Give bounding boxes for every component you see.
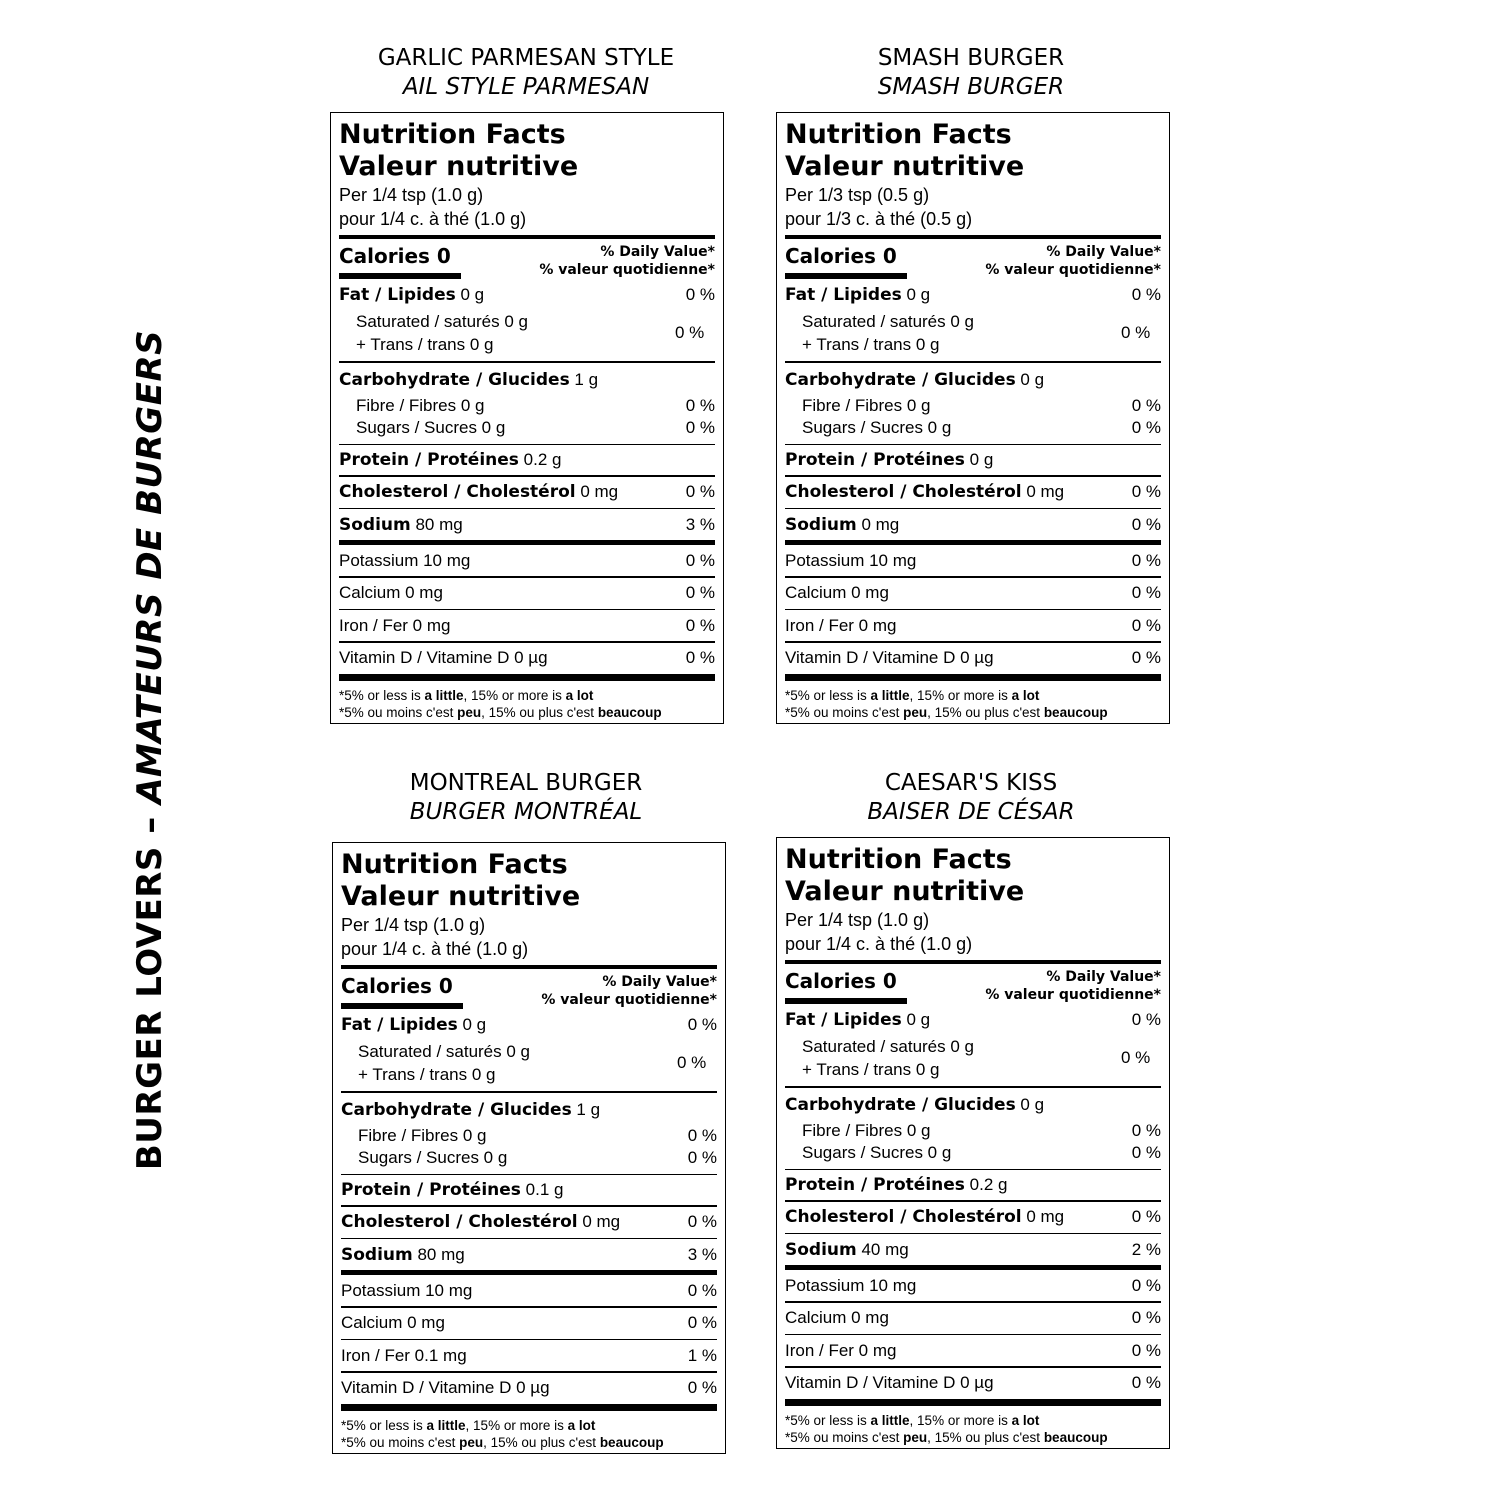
cholesterol-label: Cholesterol / Cholestérol [785, 1207, 1022, 1227]
potassium-label: Potassium 10 mg [785, 550, 917, 570]
potassium-percent: 0 % [1131, 1275, 1161, 1295]
title-en: Nutrition Facts [785, 119, 1012, 150]
divider [339, 674, 715, 681]
potassium-row [339, 545, 715, 576]
footnote-text: *5% or less is [339, 687, 425, 703]
saturated-label: Saturated / saturés 0 g [802, 1037, 974, 1056]
divider [341, 1091, 717, 1093]
fibre-label: Fibre / Fibres 0 g [356, 395, 485, 415]
footnote-text: *5% or less is [785, 1412, 871, 1428]
calories-row [785, 966, 1161, 1003]
footnote-emphasis: a lot [565, 687, 594, 703]
serving-size-fr: pour 1/3 c. à thé (0.5 g) [785, 209, 973, 229]
calories-row [341, 971, 717, 1008]
sodium-percent: 2 % [1131, 1239, 1161, 1259]
product-name-fr: BAISER DE CÉSAR [867, 799, 1075, 825]
footnote-fr [785, 1429, 1161, 1446]
cholesterol-percent: 0 % [1131, 1207, 1161, 1226]
fat-label: Fat / Lipides [339, 285, 456, 305]
footnote-text: , 15% or more is [465, 1417, 568, 1433]
fat-amount: 0 g [457, 1015, 487, 1034]
calcium-label: Calcium 0 mg [785, 583, 889, 602]
sodium-row [339, 509, 715, 540]
saturated-trans-row [339, 309, 715, 357]
sodium-row [785, 509, 1161, 540]
calories-bar [339, 273, 461, 279]
sugars-label: Sugars / Sucres 0 g [358, 1147, 508, 1167]
footnote-emphasis: a little [870, 687, 910, 703]
potassium-row [341, 1275, 717, 1306]
protein-row [341, 1175, 717, 1205]
product-name-fr: BURGER MONTRÉAL [409, 799, 643, 825]
nutrition-facts-table [776, 837, 1170, 1449]
calories-label: Calories 0 [341, 974, 453, 998]
product-name-en: GARLIC PARMESAN STYLE [377, 45, 675, 71]
potassium-row [785, 1270, 1161, 1301]
divider [785, 1086, 1161, 1088]
footnote-fr [785, 704, 1161, 721]
calcium-label: Calcium 0 mg [785, 1308, 889, 1327]
carbohydrate-row [341, 1095, 717, 1125]
fibre-label: Fibre / Fibres 0 g [802, 395, 931, 415]
saturated-percent: 0 % [1121, 323, 1151, 342]
daily-value-header [985, 968, 1161, 1003]
product-name-fr: AIL STYLE PARMESAN [402, 74, 650, 100]
title-fr: Valeur nutritive [341, 881, 581, 912]
vitamin-d-row [785, 1368, 1161, 1399]
fibre-row [341, 1125, 717, 1147]
footnote-text: *5% ou moins c'est [785, 1429, 904, 1445]
footnote-emphasis: peu [903, 1429, 928, 1445]
calories-label: Calories 0 [785, 969, 897, 993]
cholesterol-row [785, 1202, 1161, 1233]
protein-label: Protein / Protéines [785, 1175, 965, 1195]
carbohydrate-row [785, 1090, 1161, 1120]
vitamin-d-row [339, 643, 715, 674]
trans-label: + Trans / trans 0 g [802, 1060, 940, 1079]
protein-row [785, 1170, 1161, 1200]
footnote-text: *5% or less is [785, 687, 871, 703]
footnote-text: , 15% ou plus c'est [927, 704, 1044, 720]
vitamin-d-label: Vitamin D / Vitamine D 0 µg [785, 648, 994, 667]
cholesterol-row [785, 477, 1161, 508]
product-name [771, 769, 1171, 827]
potassium-row [785, 545, 1161, 576]
footnote-text: *5% ou moins c'est [339, 704, 458, 720]
fibre-percent: 0 % [1131, 395, 1161, 415]
carbohydrate-row [339, 365, 715, 395]
calories-row [785, 241, 1161, 278]
saturated-trans-row [785, 309, 1161, 357]
daily-value-header [539, 243, 715, 278]
footnote-text: *5% or less is [341, 1417, 427, 1433]
calories-bar [785, 998, 907, 1004]
potassium-percent: 0 % [687, 1280, 717, 1300]
footnote-emphasis: peu [457, 704, 482, 720]
saturated-percent: 0 % [1121, 1048, 1151, 1067]
footnote [785, 1412, 1161, 1446]
calories-bar [341, 1003, 463, 1009]
iron-label: Iron / Fer 0.1 mg [341, 1345, 467, 1365]
footnote [339, 687, 715, 721]
product-name-fr: SMASH BURGER [877, 74, 1065, 100]
serving-size-fr: pour 1/4 c. à thé (1.0 g) [339, 209, 527, 229]
fat-percent: 0 % [685, 285, 715, 304]
calcium-label: Calcium 0 mg [341, 1313, 445, 1332]
serving-size-en: Per 1/4 tsp (1.0 g) [341, 915, 486, 935]
serving-size-fr: pour 1/4 c. à thé (1.0 g) [341, 939, 529, 959]
fat-label: Fat / Lipides [785, 1010, 902, 1030]
fat-row [785, 1006, 1161, 1034]
fat-row [785, 281, 1161, 309]
iron-row [341, 1340, 717, 1371]
calcium-row [785, 1303, 1161, 1334]
vitamin-d-label: Vitamin D / Vitamine D 0 µg [785, 1373, 994, 1392]
daily-value-fr: % valeur quotidienne* [985, 987, 1161, 1003]
fibre-label: Fibre / Fibres 0 g [358, 1125, 487, 1145]
protein-amount: 0.2 g [964, 1175, 1008, 1194]
cholesterol-label: Cholesterol / Cholestérol [341, 1212, 578, 1232]
sugars-row [785, 417, 1161, 439]
footnote-text: *5% ou moins c'est [341, 1434, 460, 1450]
divider [785, 960, 1161, 964]
carbohydrate-label: Carbohydrate / Glucides [341, 1099, 572, 1120]
saturated-label: Saturated / saturés 0 g [358, 1042, 530, 1061]
footnote-emphasis: a lot [567, 1417, 596, 1433]
divider [785, 674, 1161, 681]
fat-row [341, 1011, 717, 1039]
serving-size-en: Per 1/4 tsp (1.0 g) [339, 185, 484, 205]
calcium-percent: 0 % [1131, 1308, 1161, 1327]
calories-label: Calories 0 [785, 244, 897, 268]
iron-label: Iron / Fer 0 mg [339, 615, 451, 635]
cholesterol-amount: 0 mg [575, 482, 619, 501]
saturated-trans-row [341, 1039, 717, 1087]
fat-label: Fat / Lipides [785, 285, 902, 305]
iron-row [785, 1335, 1161, 1366]
sodium-row [785, 1234, 1161, 1265]
vitamin-d-row [341, 1373, 717, 1404]
cholesterol-percent: 0 % [1131, 482, 1161, 501]
iron-percent: 0 % [1131, 615, 1161, 635]
footnote-emphasis: a little [426, 1417, 466, 1433]
potassium-label: Potassium 10 mg [339, 550, 471, 570]
sugars-percent: 0 % [685, 417, 715, 437]
product-name-en: SMASH BURGER [877, 45, 1065, 71]
footnote-text: *5% ou moins c'est [785, 704, 904, 720]
carbohydrate-row [785, 365, 1161, 395]
footnote [341, 1417, 717, 1451]
calcium-percent: 0 % [687, 1313, 717, 1332]
cholesterol-amount: 0 mg [1021, 1207, 1065, 1226]
footnote-en [341, 1417, 717, 1434]
calcium-percent: 0 % [1131, 583, 1161, 602]
trans-label: + Trans / trans 0 g [358, 1065, 496, 1084]
sodium-amount: 40 mg [856, 1239, 909, 1259]
carbohydrate-label: Carbohydrate / Glucides [339, 369, 570, 390]
sugars-percent: 0 % [1131, 1142, 1161, 1162]
footnote-text: , 15% ou plus c'est [927, 1429, 1044, 1445]
saturated-trans-row [785, 1034, 1161, 1082]
side-title [130, 330, 170, 1170]
daily-value-en: % Daily Value* [1046, 244, 1161, 260]
cholesterol-amount: 0 mg [577, 1212, 621, 1231]
sugars-row [339, 417, 715, 439]
title-fr: Valeur nutritive [339, 151, 579, 182]
footnote-emphasis: beaucoup [1043, 1429, 1108, 1445]
daily-value-fr: % valeur quotidienne* [985, 262, 1161, 278]
carbohydrate-label: Carbohydrate / Glucides [785, 369, 1016, 390]
vitamin-d-percent: 0 % [685, 648, 715, 667]
sugars-percent: 0 % [687, 1147, 717, 1167]
fibre-label: Fibre / Fibres 0 g [802, 1120, 931, 1140]
divider [339, 361, 715, 363]
fibre-percent: 0 % [1131, 1120, 1161, 1140]
cholesterol-row [341, 1207, 717, 1238]
calcium-percent: 0 % [685, 583, 715, 602]
title-fr: Valeur nutritive [785, 876, 1025, 907]
carbohydrate-label: Carbohydrate / Glucides [785, 1094, 1016, 1115]
footnote-emphasis: peu [903, 704, 928, 720]
daily-value-fr: % valeur quotidienne* [539, 262, 715, 278]
product-name-en: MONTREAL BURGER [409, 770, 643, 796]
sodium-row [341, 1239, 717, 1270]
footnote-en [785, 687, 1161, 704]
fibre-row [339, 395, 715, 417]
footnote-text: , 15% ou plus c'est [481, 704, 598, 720]
sodium-label: Sodium [341, 1244, 413, 1265]
divider [339, 235, 715, 239]
footnote-emphasis: a lot [1011, 687, 1040, 703]
fat-amount: 0 g [901, 285, 931, 304]
sodium-percent: 3 % [685, 514, 715, 534]
protein-label: Protein / Protéines [339, 450, 519, 470]
trans-label: + Trans / trans 0 g [802, 335, 940, 354]
product-name [771, 44, 1171, 102]
protein-label: Protein / Protéines [341, 1180, 521, 1200]
divider [785, 361, 1161, 363]
footnote-fr [339, 704, 715, 721]
footnote-emphasis: peu [459, 1434, 484, 1450]
side-title-fr: AMATEURS DE BURGERS [130, 329, 170, 804]
fibre-row [785, 395, 1161, 417]
calories-row [339, 241, 715, 278]
potassium-label: Potassium 10 mg [341, 1280, 473, 1300]
footnote-text: , 15% or more is [463, 687, 566, 703]
saturated-percent: 0 % [677, 1053, 707, 1072]
cholesterol-row [339, 477, 715, 508]
daily-value-en: % Daily Value* [600, 244, 715, 260]
protein-amount: 0 g [964, 450, 994, 469]
sugars-row [785, 1142, 1161, 1164]
vitamin-d-label: Vitamin D / Vitamine D 0 µg [339, 648, 548, 667]
saturated-label: Saturated / saturés 0 g [802, 312, 974, 331]
carbohydrate-amount: 1 g [569, 369, 599, 389]
sodium-label: Sodium [785, 514, 857, 535]
trans-label: + Trans / trans 0 g [356, 335, 494, 354]
footnote-emphasis: beaucoup [599, 1434, 664, 1450]
product-name-en: CAESAR'S KISS [884, 770, 1058, 796]
protein-row [785, 445, 1161, 475]
sugars-percent: 0 % [1131, 417, 1161, 437]
calories-bar [785, 273, 907, 279]
fibre-percent: 0 % [687, 1125, 717, 1145]
footnote [785, 687, 1161, 721]
footnote-emphasis: a lot [1011, 1412, 1040, 1428]
fat-amount: 0 g [455, 285, 485, 304]
fat-label: Fat / Lipides [341, 1015, 458, 1035]
potassium-percent: 0 % [1131, 550, 1161, 570]
nutrition-facts-table [330, 112, 724, 724]
sodium-label: Sodium [785, 1239, 857, 1260]
title-en: Nutrition Facts [785, 844, 1012, 875]
daily-value-en: % Daily Value* [1046, 969, 1161, 985]
sugars-label: Sugars / Sucres 0 g [802, 417, 952, 437]
vitamin-d-percent: 0 % [1131, 648, 1161, 667]
sugars-row [341, 1147, 717, 1169]
fat-amount: 0 g [901, 1010, 931, 1029]
footnote-fr [341, 1434, 717, 1451]
sodium-percent: 3 % [687, 1244, 717, 1264]
footnote-text: , 15% or more is [909, 687, 1012, 703]
daily-value-header [541, 973, 717, 1008]
vitamin-d-percent: 0 % [687, 1378, 717, 1397]
iron-percent: 0 % [1131, 1340, 1161, 1360]
calcium-row [341, 1308, 717, 1339]
iron-percent: 0 % [685, 615, 715, 635]
footnote-text: , 15% or more is [909, 1412, 1012, 1428]
product-name [326, 769, 726, 827]
fat-percent: 0 % [1131, 285, 1161, 304]
fibre-percent: 0 % [685, 395, 715, 415]
saturated-percent: 0 % [675, 323, 705, 342]
nutrition-facts-table [776, 112, 1170, 724]
side-title-en: BURGER LOVERS – [130, 803, 170, 1171]
sugars-label: Sugars / Sucres 0 g [356, 417, 506, 437]
saturated-label: Saturated / saturés 0 g [356, 312, 528, 331]
footnote-en [785, 1412, 1161, 1429]
title-en: Nutrition Facts [339, 119, 566, 150]
daily-value-en: % Daily Value* [602, 974, 717, 990]
calories-label: Calories 0 [339, 244, 451, 268]
divider [341, 1404, 717, 1411]
fibre-row [785, 1120, 1161, 1142]
divider [785, 235, 1161, 239]
iron-row [339, 610, 715, 641]
daily-value-header [985, 243, 1161, 278]
product-name [326, 44, 726, 102]
footnote-text: , 15% ou plus c'est [483, 1434, 600, 1450]
cholesterol-label: Cholesterol / Cholestérol [339, 482, 576, 502]
protein-label: Protein / Protéines [785, 450, 965, 470]
carbohydrate-amount: 0 g [1015, 369, 1045, 389]
sodium-amount: 80 mg [410, 514, 463, 534]
fat-percent: 0 % [1131, 1010, 1161, 1029]
potassium-label: Potassium 10 mg [785, 1275, 917, 1295]
footnote-emphasis: a little [424, 687, 464, 703]
divider [785, 1399, 1161, 1406]
vitamin-d-percent: 0 % [1131, 1373, 1161, 1392]
serving-size-fr: pour 1/4 c. à thé (1.0 g) [785, 934, 973, 954]
vitamin-d-label: Vitamin D / Vitamine D 0 µg [341, 1378, 550, 1397]
serving-size-en: Per 1/4 tsp (1.0 g) [785, 910, 930, 930]
protein-row [339, 445, 715, 475]
iron-label: Iron / Fer 0 mg [785, 615, 897, 635]
potassium-percent: 0 % [685, 550, 715, 570]
sodium-percent: 0 % [1131, 514, 1161, 534]
calcium-row [339, 578, 715, 609]
protein-amount: 0.2 g [518, 450, 562, 469]
protein-amount: 0.1 g [520, 1180, 564, 1199]
title-en: Nutrition Facts [341, 849, 568, 880]
calcium-label: Calcium 0 mg [339, 583, 443, 602]
vitamin-d-row [785, 643, 1161, 674]
fat-percent: 0 % [687, 1015, 717, 1034]
footnote-emphasis: beaucoup [1043, 704, 1108, 720]
calcium-row [785, 578, 1161, 609]
footnote-en [339, 687, 715, 704]
nutrition-facts-table [332, 842, 726, 1454]
sodium-amount: 80 mg [412, 1244, 465, 1264]
carbohydrate-amount: 1 g [571, 1099, 601, 1119]
cholesterol-label: Cholesterol / Cholestérol [785, 482, 1022, 502]
carbohydrate-amount: 0 g [1015, 1094, 1045, 1114]
sodium-label: Sodium [339, 514, 411, 535]
fat-row [339, 281, 715, 309]
sodium-amount: 0 mg [856, 514, 900, 534]
divider [341, 965, 717, 969]
cholesterol-percent: 0 % [685, 482, 715, 501]
title-fr: Valeur nutritive [785, 151, 1025, 182]
iron-label: Iron / Fer 0 mg [785, 1340, 897, 1360]
sugars-label: Sugars / Sucres 0 g [802, 1142, 952, 1162]
footnote-emphasis: a little [870, 1412, 910, 1428]
cholesterol-amount: 0 mg [1021, 482, 1065, 501]
serving-size-en: Per 1/3 tsp (0.5 g) [785, 185, 930, 205]
footnote-emphasis: beaucoup [597, 704, 662, 720]
daily-value-fr: % valeur quotidienne* [541, 992, 717, 1008]
cholesterol-percent: 0 % [687, 1212, 717, 1231]
iron-row [785, 610, 1161, 641]
iron-percent: 1 % [687, 1345, 717, 1365]
